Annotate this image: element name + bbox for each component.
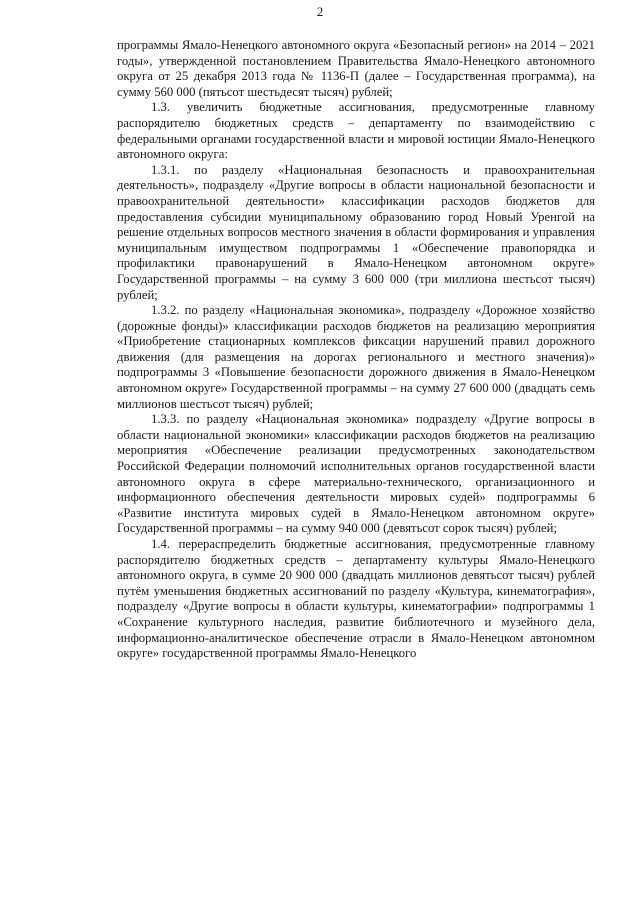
paragraph-1-3: 1.3. увеличить бюджетные ассигнования, предусмотренные главному распорядителю бюджетных средств – департаменту по взаимодействию с федеральными органами государственной власти и мировой юстиции Ямало-Ненецкого автономного округа: — [117, 100, 595, 162]
paragraph-1-3-3: 1.3.3. по разделу «Национальная экономика» подразделу «Другие вопросы в области национальной экономики» классификации расходов бюджетов на реализацию мероприятия «Обеспечение реализации предусмотренных законодательством Российской Федерации полномочий исполнительных органов государственной власти автономного округа в сфере материально-технического, организационного и информационного обеспечения деятельности мировых судей» подпрограммы 6 «Развитие института мировых судей в Ямало-Ненецком автономном округе» Государственной программы – на сумму 940 000 (девятьсот сорок тысяч) рублей; — [117, 412, 595, 536]
document-body — [117, 38, 595, 662]
paragraph-1-3-1: 1.3.1. по разделу «Национальная безопасность и правоохранительная деятельность», подразделу «Другие вопросы в области национальной безопасности и правоохранительной деятельности» классификации расходов бюджетов для предоставления субсидии муниципальному образованию город Новый Уренгой на решение отдельных вопросов местного значения в области формирования и управления муниципальным имуществом подпрограммы 1 «Обеспечение правопорядка и профилактики правонарушений в Ямало-Ненецком автономном округе» Государственной программы – на сумму 3 600 000 (три миллиона шестьсот тысяч) рублей; — [117, 162, 595, 302]
paragraph-1-3-2: 1.3.2. по разделу «Национальная экономика», подразделу «Дорожное хозяйство (дорожные фонды)» классификации расходов бюджетов на реализацию мероприятия «Приобретение стационарных комплексов фиксации нарушений правил дорожного движения (для размещения на дорогах регионального и местного значения)» подпрограммы 3 «Повышение безопасности дорожного движения в Ямало-Ненецком автономном округе» Государственной программы – на сумму 27 600 000 (двадцать семь миллионов шестьсот тысяч) рублей; — [117, 303, 595, 411]
page-number: 2 — [316, 4, 324, 19]
paragraph-continuation: программы Ямало-Ненецкого автономного округа «Безопасный регион» на 2014 – 2021 годы», утвержденной постановлением Правительства Ямало-Ненецкого автономного округа от 25 декабря 2013 года № 1136-П (далее – Государственная программа), на сумму 560 000 (пятьсот шестьдесят тысяч) рублей; — [117, 38, 595, 99]
paragraph-1-4: 1.4. перераспределить бюджетные ассигнования, предусмотренные главному распорядителю бюджетных средств – департаменту культуры Ямало-Ненецкого автономного округа, в сумме 20 900 000 (двадцать миллионов девятьсот тысяч) рублей путём уменьшения бюджетных ассигнований по разделу «Культура, кинематография», подразделу «Другие вопросы в области культуры, кинематографии» подпрограммы 1 «Сохранение культурного наследия, развитие библиотечного и музейного дела, информационно-аналитическое обеспечение отрасли в Ямало-Ненецком автономном округе» государственной программы Ямало-Ненецкого — [117, 537, 595, 661]
